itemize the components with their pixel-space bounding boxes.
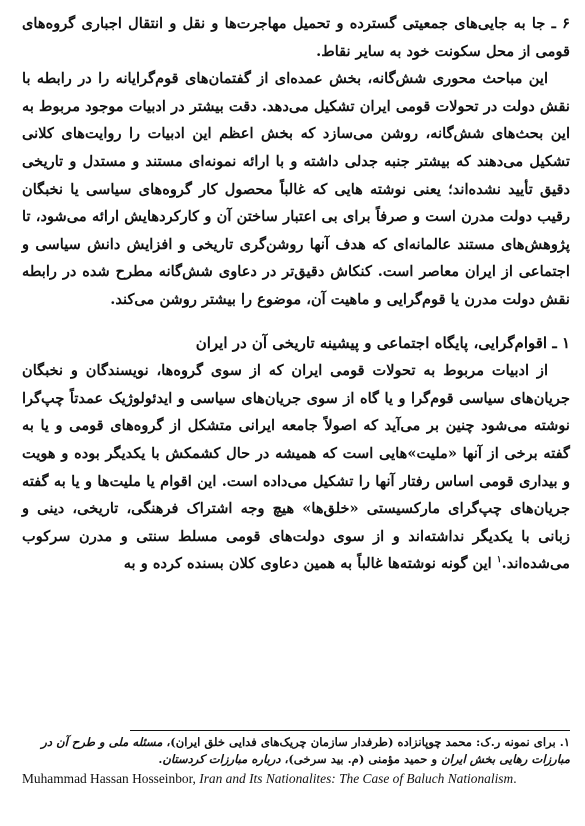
footnote-1-end: . (158, 752, 163, 766)
footnote-1-book-1: مسئله ملی و طرح آن در مبارزات رهایی بخش ایران (41, 735, 570, 766)
paragraph-ethnicism (22, 357, 570, 578)
page-body (22, 10, 570, 578)
paragraph-ethnicism-text: از ادبیات مربوط به تحولات قومی ایران که از سوی گروه‌ها، نویسندگان و نخبگان جریان‌های سیاسی قوم‌گرا و یا گاه از سوی جریان‌های سیاسی و ایدئولوژیک عمدتاً چپ‌گرا نوشته می‌شود چنین بر می‌آید که اصولاً جامعه ایرانی متشکل از گروه‌های قومی و یا به گفته برخی از آنها «ملیت»هایی است که همیشه در حال کشمکش با یکدیگر بوده و هویت و بیداری قومی اساس رفتار آنها را تشکیل می‌داده است. این اقوام یا ملیت‌ها و یا به گفته جریان‌های چپ‌گرای مارکسیستی «خلق‌ها» هیچ وجه اشتراک فرهنگی، تاریخی، دینی و زبانی با یکدیگر نداشته‌اند و از سوی دولت‌های قومی مسلط سنتی و مدرن سرکوب می‌شده‌اند. (22, 362, 570, 573)
footnote-divider (130, 730, 570, 731)
spacer (22, 314, 570, 320)
section-heading: ۱ ـ اقوام‌گرایی، پایگاه اجتماعی و پیشینه تاریخی آن در ایران (195, 333, 570, 352)
paragraph-discussion: این مباحث محوری شش‌گانه، بخش عمده‌ای از گفتمان‌های قوم‌گرایانه را در رابطه با نقش دولت در تحولات قومی ایران تشکیل می‌دهد. دقت بیشتر در ادبیات موجود مربوط به این بحث‌های شش‌گانه، روشن می‌سازد که بخش اعظم این ادبیات را روایت‌های کلانی تشکیل می‌دهند که بیشتر جنبه جدلی داشته و با ارائه نمونه‌ای مستند و مستدل و تاریخی دقیق تأیید نشده‌اند؛ یعنی نوشته هایی که غالباً محصول کار گروه‌های سیاسی یا نخبگان رقیب دولت مدرن است و صرفاً برای بی اعتبار ساختن آن و کارکردهایش ارائه می‌شود، تا پژوهش‌های مستند عالمانه‌ای که هدف آنها روشن‌گری تاریخی و افزایش دانش سیاسی و اجتماعی از ایران معاصر است. کنکاش دقیق‌تر در دعاوی شش‌گانه مطرح شده در رابطه نقش دولت مدرن یا قوم‌گرایی و ماهیت آن، موضوع را بیشتر روشن می‌کند. (22, 70, 570, 308)
footnote-1-book-2: درباره مبارزات کردستان (162, 752, 281, 766)
footnote-1-mid: و حمید مؤمنی (م. بید سرخی)، (280, 752, 442, 766)
footnote-en-author: Muhammad Hassan Hosseinbor, (22, 771, 200, 786)
footnote-en-end: . (513, 771, 517, 786)
paragraph-ethnicism-tail: این گونه نوشته‌ها غالباً به همین دعاوی کلان بسنده کرده و به (123, 555, 497, 573)
footnote-1 (22, 734, 570, 768)
footnote-ref[interactable]: ۱ (496, 555, 502, 566)
footnote-1-english (22, 772, 570, 786)
footnotes (22, 734, 570, 786)
paragraph-item-6: ۶ ـ جا به جایی‌های جمعیتی گسترده و تحمیل مهاجرت‌ها و نقل و انتقال اجباری گروه‌های قومی از محل سکونت خود به سایر نقاط. (22, 15, 570, 60)
footnote-en-title: Iran and Its Nationalites: The Case of Baluch Nationalism (199, 771, 514, 786)
footnote-1-intro: ۱. برای نمونه ر.ک: محمد چوپانزاده (طرفدار سازمان چریک‌های فدایی خلق ایران)، (162, 735, 570, 749)
